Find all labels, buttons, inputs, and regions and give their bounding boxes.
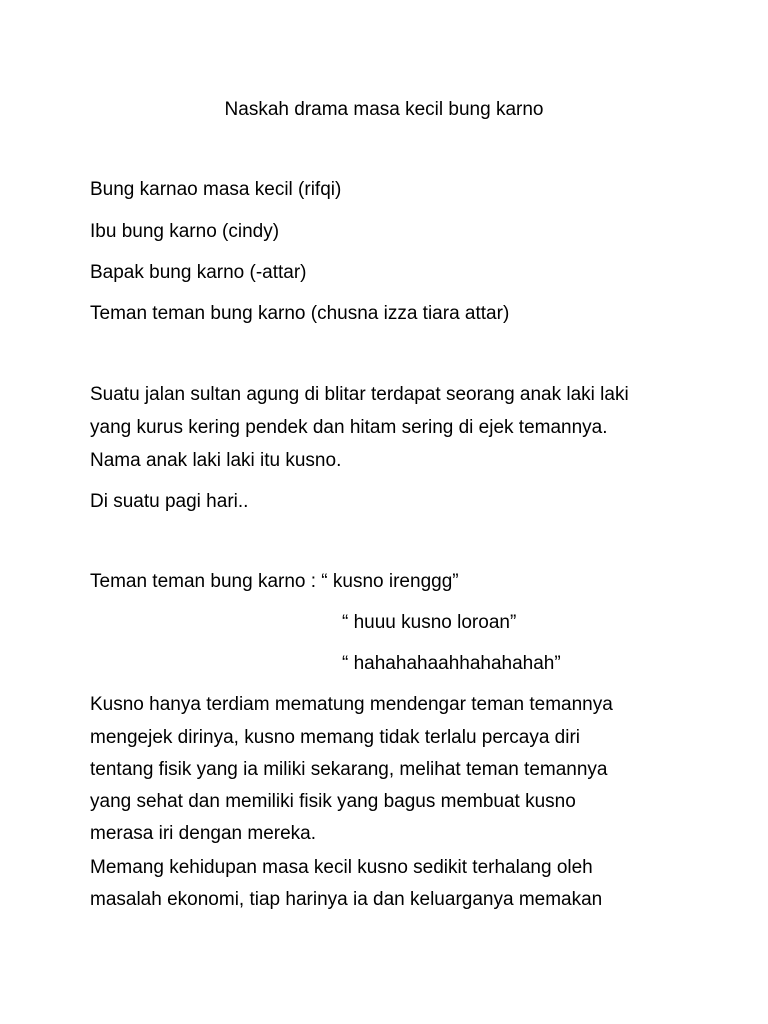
dialogue-speaker-line: Teman teman bung karno : “ kusno irenggg” — [90, 571, 459, 592]
paragraph-2-line-1: Memang kehidupan masa kecil kusno sedikit terhalang oleh — [90, 857, 593, 878]
paragraph-1-line-1: Kusno hanya terdiam mematung mendengar teman temannya — [90, 694, 613, 715]
paragraph-1-line-2: mengejek dirinya, kusno memang tidak terlalu percaya diri — [90, 727, 581, 748]
paragraph-1-line-5: merasa iri dengan mereka. — [90, 823, 316, 844]
paragraph-2-line-2: masalah ekonomi, tiap harinya ia dan keluarganya memakan — [90, 889, 603, 910]
dialogue-line-3: “ hahahahaahhahahahah” — [342, 653, 561, 674]
cast-line-3: Bapak bung karno (-attar) — [90, 262, 307, 283]
cast-line-1: Bung karnao masa kecil (rifqi) — [90, 179, 342, 200]
narration-morning: Di suatu pagi hari.. — [90, 491, 249, 512]
paragraph-1-line-4: yang sehat dan memiliki fisik yang bagus membuat kusno — [90, 791, 576, 812]
narration-line-1: Suatu jalan sultan agung di blitar terdapat seorang anak laki laki — [90, 384, 629, 405]
narration-line-2: yang kurus kering pendek dan hitam sering di ejek temannya. — [90, 417, 608, 438]
dialogue-line-2: “ huuu kusno loroan” — [342, 612, 517, 633]
cast-line-2: Ibu bung karno (cindy) — [90, 221, 280, 242]
cast-line-4: Teman teman bung karno (chusna izza tiara attar) — [90, 303, 510, 324]
narration-line-3: Nama anak laki laki itu kusno. — [90, 450, 342, 471]
paragraph-1-line-3: tentang fisik yang ia miliki sekarang, melihat teman temannya — [90, 759, 608, 780]
document-title: Naskah drama masa kecil bung karno — [224, 99, 544, 120]
